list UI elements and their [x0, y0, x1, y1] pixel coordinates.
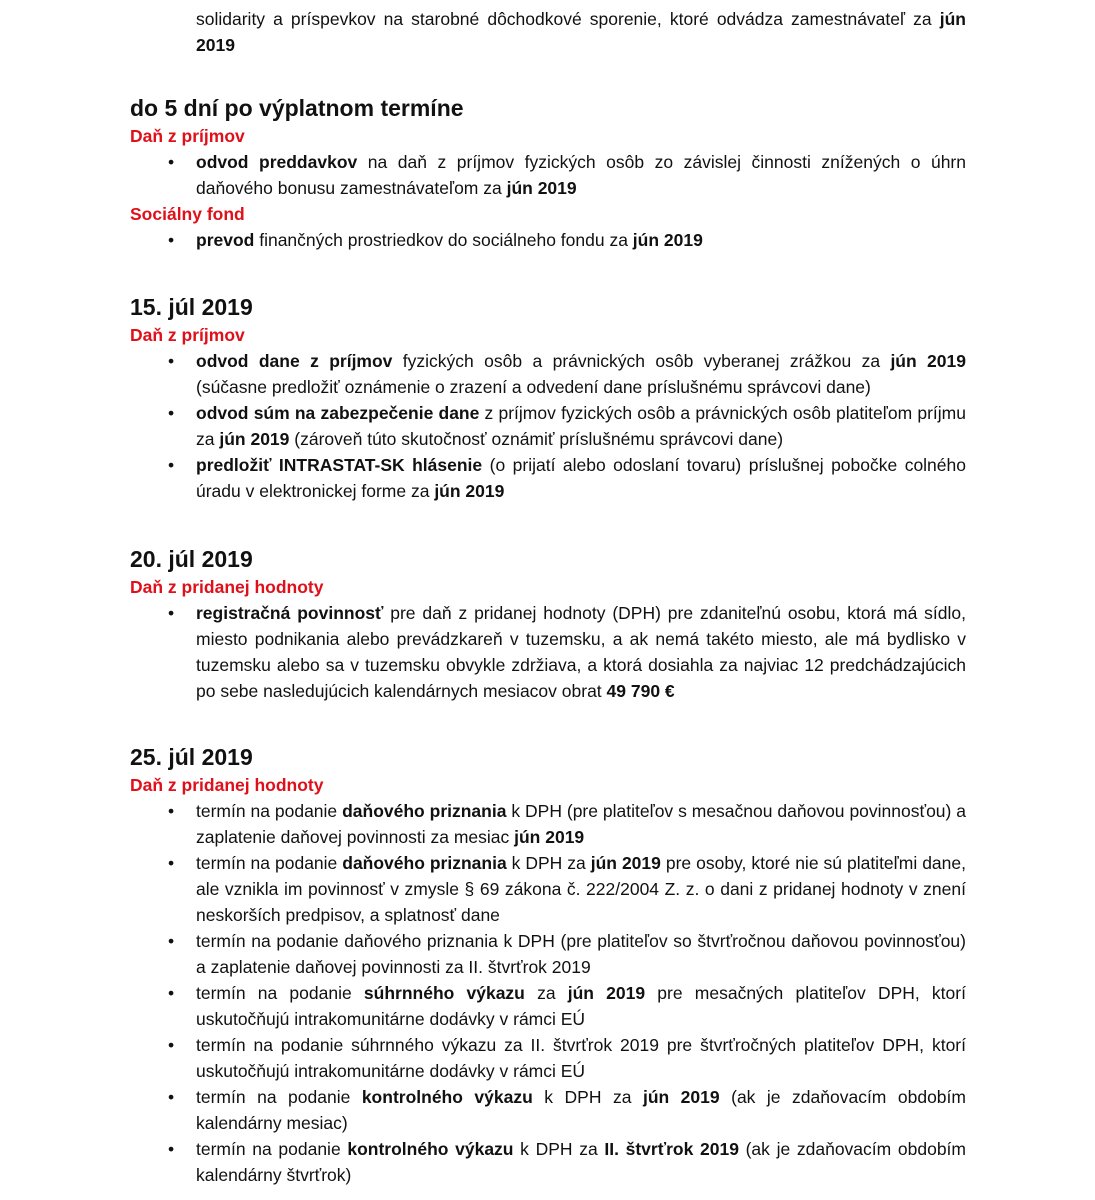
text: (ak je zdaňovacím obdobím kalendárny mesiac): [196, 1087, 966, 1133]
text: finančných prostriedkov do sociálneho fondu za: [254, 230, 633, 250]
bold-text: predložiť INTRASTAT-SK hlásenie: [196, 455, 483, 475]
bullet-icon: •: [168, 455, 175, 475]
bold-text: jún 2019: [567, 983, 646, 1003]
text: na daň z príjmov fyzických osôb zo závislej činnosti znížených o úhrn daňového bonusu zamestnávateľom za: [196, 152, 966, 198]
list-item: [130, 227, 966, 253]
text: fyzických osôb a právnických osôb vyberanej zrážkou za: [392, 351, 891, 371]
text: pre osoby, ktoré nie sú platiteľmi dane, ale vznikla im povinnosť v zmysle § 69 zákona č. 222/2004 Z. z. o dani z pridanej hodnoty v znení neskorších predpisov, a splatnosť dane: [196, 853, 966, 925]
list-item: [130, 1084, 966, 1136]
text: k DPH (pre platiteľov s mesačnou daňovou povinnosťou) a zaplatenie daňovej povinnosti za mesiac: [196, 801, 966, 847]
list-item: [130, 452, 966, 504]
text: termín na podanie daňového priznania k DPH (pre platiteľov so štvrťročnou daňovou povinnosťou) a zaplatenie daňovej povinnosti za II. štvrťrok 2019: [196, 931, 966, 977]
item-list: [130, 798, 966, 1188]
text: (ak je zdaňovacím obdobím kalendárny štvrťrok): [196, 1139, 966, 1185]
text: termín na podanie: [196, 1087, 362, 1107]
bold-text: kontrolného výkazu: [347, 1139, 514, 1159]
list-item: [130, 798, 966, 850]
bold-text: jún 2019: [196, 9, 966, 55]
list-item: [130, 928, 966, 980]
list-item: [130, 400, 966, 452]
bullet-icon: •: [168, 1139, 175, 1159]
bold-text: jún 2019: [506, 178, 577, 198]
item-list: [130, 348, 966, 504]
category-heading: Sociálny fond: [130, 204, 245, 224]
item-list: [130, 227, 966, 253]
text: (zároveň túto skutočnosť oznámiť príslušnému správcovi dane): [289, 429, 784, 449]
list-item: [130, 1032, 966, 1084]
category-heading: Daň z príjmov: [130, 126, 245, 146]
text: pre mesačných platiteľov DPH, ktorí uskutočňujú intrakomunitárne dodávky v rámci EÚ: [196, 983, 966, 1029]
bold-text: jún 2019: [590, 853, 661, 873]
section-date-heading: 15. júl 2019: [130, 294, 253, 320]
bold-text: odvod súm na zabezpečenie dane: [196, 403, 480, 423]
list-item: [130, 600, 966, 704]
section-date-heading: 20. júl 2019: [130, 546, 253, 572]
text: termín na podanie: [196, 853, 343, 873]
list-item: [130, 980, 966, 1032]
bold-text: jún 2019: [219, 429, 290, 449]
bold-text: odvod preddavkov: [196, 152, 358, 172]
bold-text: daňového priznania: [342, 853, 507, 873]
bold-text: II. štvrťrok 2019: [604, 1139, 739, 1159]
category-heading: Daň z pridanej hodnoty: [130, 775, 324, 795]
section-20-jul: [130, 544, 966, 704]
list-item: [130, 348, 966, 400]
bullet-icon: •: [168, 403, 175, 423]
text: za: [524, 983, 568, 1003]
bullet-icon: •: [168, 603, 175, 623]
section-25-jul: [130, 742, 966, 1188]
text: solidarity a príspevkov na starobné dôchodkové sporenie, ktoré odvádza zamestnávateľ za: [196, 9, 940, 29]
text: termín na podanie súhrnného výkazu za II. štvrťrok 2019 pre štvrťročných platiteľov DPH, ktorí uskutočňujú intrakomunitárne dodávky v rámci EÚ: [196, 1035, 966, 1081]
category-heading: Daň z príjmov: [130, 325, 245, 345]
category-heading: Daň z pridanej hodnoty: [130, 577, 324, 597]
section-date-heading: do 5 dní po výplatnom termíne: [130, 95, 464, 121]
bold-text: odvod dane z príjmov: [196, 351, 393, 371]
bullet-icon: •: [168, 801, 175, 821]
section-date-heading: 25. júl 2019: [130, 744, 253, 770]
bold-text: prevod: [196, 230, 255, 250]
bold-text: registračná povinnosť: [196, 603, 384, 623]
text: k DPH za: [506, 853, 591, 873]
text: (o prijatí alebo odoslaní tovaru) príslušnej pobočke colného úradu v elektronickej forme za: [196, 455, 966, 501]
text: (súčasne predložiť oznámenie o zrazení a odvedení dane príslušnému správcovi dane): [196, 377, 871, 397]
bold-text: kontrolného výkazu: [361, 1087, 533, 1107]
text: k DPH za: [513, 1139, 605, 1159]
text: termín na podanie: [196, 801, 343, 821]
bullet-icon: •: [168, 1087, 175, 1107]
bold-text: súhrnného výkazu: [363, 983, 525, 1003]
bullet-icon: •: [168, 152, 175, 172]
bold-text: jún 2019: [434, 481, 505, 501]
text: termín na podanie: [196, 983, 364, 1003]
bullet-icon: •: [168, 351, 175, 371]
section-15-jul: [130, 292, 966, 504]
bold-text: jún 2019: [890, 351, 966, 371]
text: termín na podanie: [196, 1139, 348, 1159]
bullet-icon: •: [168, 853, 175, 873]
list-item: [130, 1136, 966, 1188]
bold-text: daňového priznania: [342, 801, 507, 821]
item-list: [130, 149, 966, 201]
section-do-5-dni: [130, 93, 966, 253]
bullet-icon: •: [168, 983, 175, 1003]
bullet-icon: •: [168, 1035, 175, 1055]
bold-text: jún 2019: [642, 1087, 720, 1107]
list-item: [130, 149, 966, 201]
text: k DPH za: [532, 1087, 643, 1107]
bullet-icon: •: [168, 931, 175, 951]
list-item: [130, 850, 966, 928]
text: pre daň z pridanej hodnoty (DPH) pre zdaniteľnú osobu, ktorá má sídlo, miesto podnikania alebo prevádzkareň v tuzemsku, a ak nemá takéto miesto, ale má bydlisko v tuzemsku alebo sa v tuzemsku obvykle zdržiava, a ktorá dosiahla za najviac 12 predchádzajúcich po sebe nasledujúcich kalendárnych mesiacov obrat: [196, 603, 966, 701]
bold-text: jún 2019: [632, 230, 703, 250]
continuation-paragraph: [196, 6, 966, 58]
item-list: [130, 600, 966, 704]
bullet-icon: •: [168, 230, 175, 250]
bold-text: jún 2019: [514, 827, 585, 847]
text: z príjmov fyzických osôb a právnických osôb platiteľom príjmu za: [196, 403, 966, 449]
bold-text: 49 790 €: [606, 681, 675, 701]
